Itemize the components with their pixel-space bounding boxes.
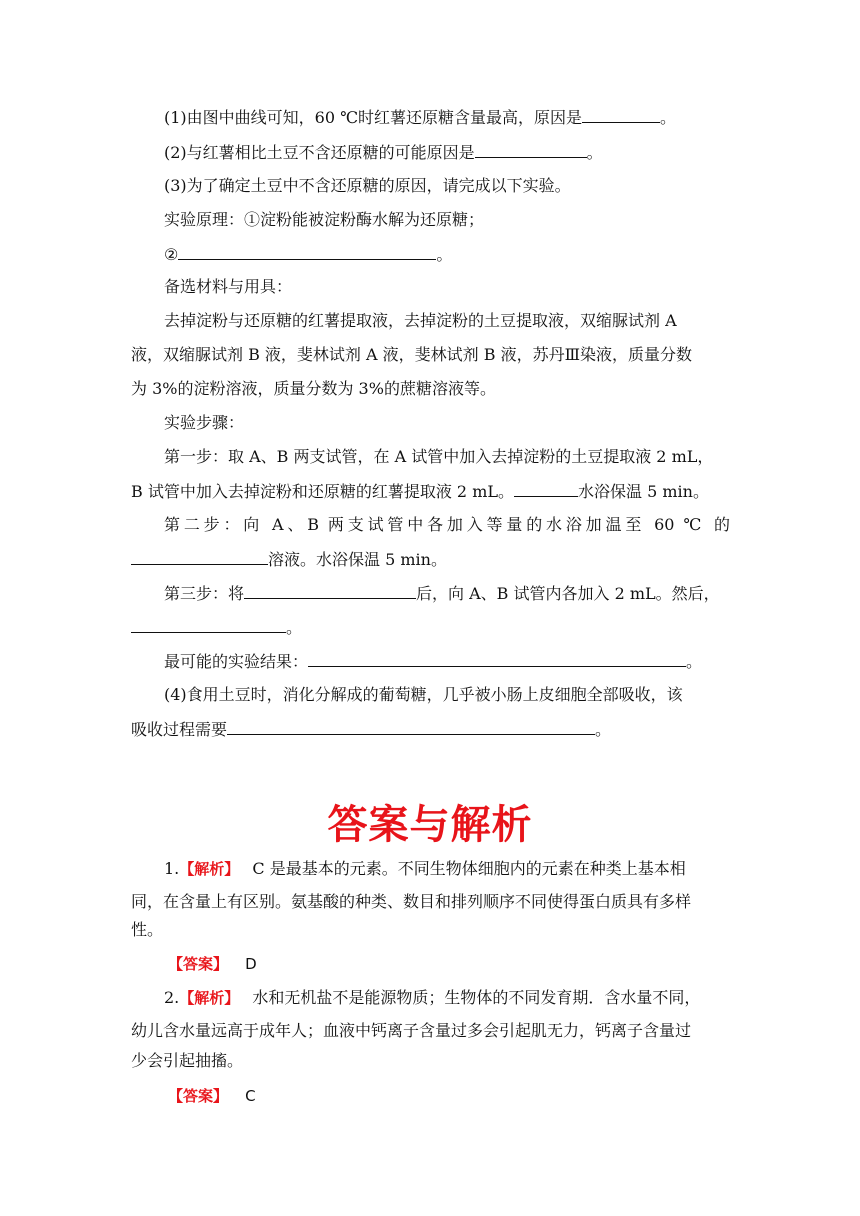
punct: 。 — [436, 245, 453, 264]
question-1-text: (1)由图中曲线可知，60 ℃时红薯还原糖含量最高，原因是 — [164, 108, 583, 127]
answer-value: D — [245, 955, 257, 973]
result-line — [164, 650, 764, 673]
answer-blank — [178, 243, 436, 260]
punct: 。 — [660, 108, 677, 127]
answers-heading: 答案与解析 — [327, 802, 533, 848]
answer-blank — [514, 480, 578, 497]
answer-number: 1. — [164, 859, 180, 878]
materials-title: 备选材料与用具： — [164, 277, 293, 296]
step-1-line-1: 第一步：取 A、B 两支试管，在 A 试管中加入去掉淀粉的土豆提取液 2 mL， — [164, 447, 714, 466]
experiment-principle: 实验原理：①淀粉能被淀粉酶水解为还原糖； — [164, 210, 485, 229]
materials-line-3: 为 3%的淀粉溶液，质量分数为 3%的蔗糖溶液等。 — [131, 379, 496, 398]
answer-1-line-1 — [164, 858, 764, 880]
materials-line-2: 液，双缩脲试剂 B 液，斐林试剂 A 液，斐林试剂 B 液，苏丹Ⅲ染液，质量分数 — [131, 345, 693, 364]
question-2-text: (2)与红薯相比土豆不含还原糖的可能原因是 — [164, 143, 475, 162]
step-2-tail: 溶液。水浴保温 5 min。 — [268, 550, 447, 569]
materials-line-1: 去掉淀粉与还原糖的红薯提取液，去掉淀粉的土豆提取液，双缩脲试剂 A — [164, 311, 677, 330]
punct: 。 — [595, 720, 612, 739]
answer-1-line-2: 同，在含量上有区别。氨基酸的种类、数目和排列顺序不同使得蛋白质具有多样 — [131, 892, 692, 911]
step-1-line-2 — [131, 480, 731, 503]
answer-2-line-1 — [164, 987, 764, 1009]
question-3: (3)为了确定土豆中不含还原糖的原因，请完成以下实验。 — [164, 176, 571, 195]
answer-blank — [244, 582, 416, 599]
answer-blank — [308, 650, 686, 667]
answer-blank — [227, 718, 595, 735]
answer-number: 2. — [164, 988, 180, 1007]
answer-tag: 【答案】 — [168, 955, 229, 973]
question-4-line-2 — [131, 718, 731, 741]
step-3-line-1 — [164, 582, 764, 605]
step-2-line-1: 第二步：向 A、B 两支试管中各加入等量的水浴加温至 60 ℃ 的 — [164, 515, 730, 534]
analysis-tag: 【解析】 — [179, 989, 240, 1007]
answer-1-result — [168, 953, 768, 975]
steps-title: 实验步骤： — [164, 413, 245, 432]
punct: 。 — [586, 143, 603, 162]
answer-2-result — [168, 1085, 768, 1107]
answer-2-line-2: 幼儿含水量远高于成年人；血液中钙离子含量过多会引起肌无力，钙离子含量过 — [131, 1021, 692, 1040]
analysis-tag: 【解析】 — [179, 860, 240, 878]
answer-value: C — [245, 1087, 256, 1105]
step-3-line-2 — [131, 616, 731, 639]
step-3-tail: 后，向 A、B 试管内各加入 2 mL。然后， — [416, 584, 720, 603]
punct: 。 — [686, 652, 703, 671]
experiment-principle-2 — [164, 243, 764, 266]
question-4-text: 吸收过程需要 — [131, 720, 228, 739]
answer-2-line-3: 少会引起抽搐。 — [131, 1051, 244, 1070]
answer-blank — [582, 106, 660, 123]
answer-1-line-3: 性。 — [131, 920, 164, 939]
answer-blank — [131, 616, 286, 633]
step-2-line-2 — [131, 548, 731, 571]
answer-blank — [131, 548, 268, 565]
analysis-text: 水和无机盐不是能源物质；生物体的不同发育期．含水量不同， — [252, 988, 701, 1007]
answer-blank — [475, 141, 587, 158]
question-1 — [164, 106, 764, 129]
circled-2: ② — [164, 245, 179, 264]
analysis-text: C 是最基本的元素。不同生物体细胞内的元素在种类上基本相 — [252, 859, 686, 878]
result-label: 最可能的实验结果： — [164, 652, 309, 671]
punct: 。 — [286, 618, 303, 637]
step-3-text: 第三步：将 — [164, 584, 245, 603]
step-1-text: B 试管中加入去掉淀粉和还原糖的红薯提取液 2 mL。 — [131, 482, 514, 501]
answer-tag: 【答案】 — [168, 1087, 229, 1105]
step-1-tail: 水浴保温 5 min。 — [578, 482, 709, 501]
question-4-line-1: (4)食用土豆时，消化分解成的葡萄糖，几乎被小肠上皮细胞全部吸收，该 — [164, 685, 683, 704]
question-2 — [164, 141, 764, 164]
